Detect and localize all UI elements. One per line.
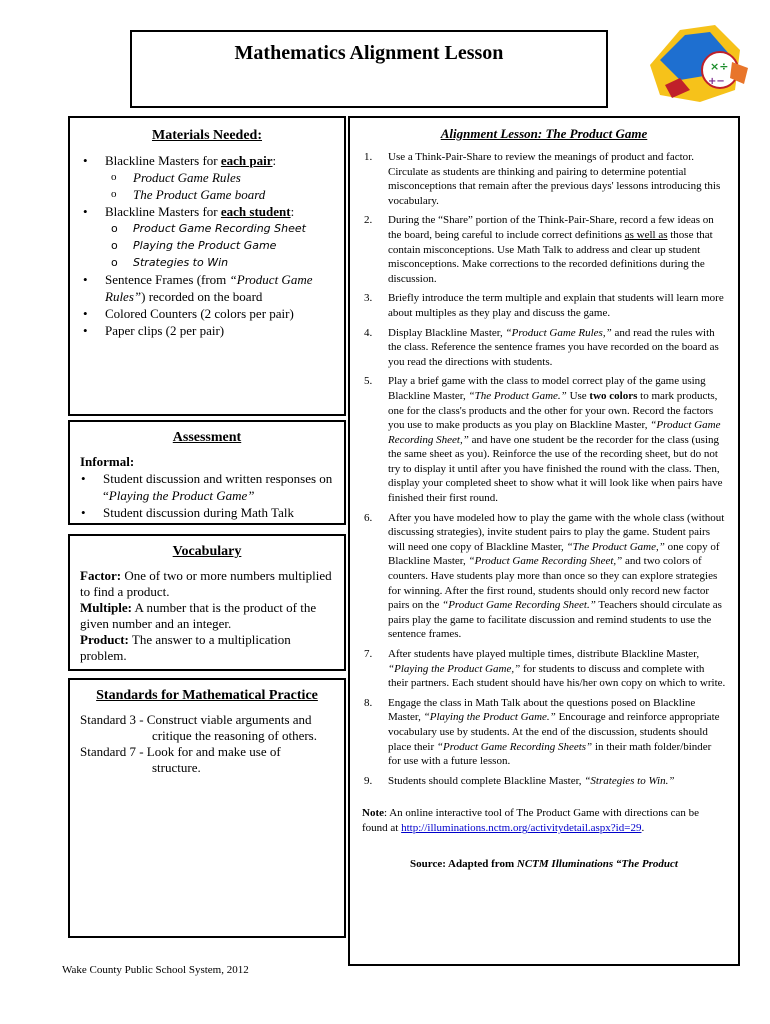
list-item: 1. Use a Think-Pair-Share to review the meanings of product and factor. Circulate as students are thinking and pairing to determine potential misconceptions that remain after the previous days' lessons introducing this vocabulary.: [364, 151, 721, 207]
list-item: o Strategies to Win: [133, 254, 334, 271]
list-item: • Sentence Frames (from “Product Game Rules”) recorded on the board: [105, 271, 334, 305]
list-item: 9. Students should complete Blackline Master, “Strategies to Win.”: [364, 774, 675, 787]
illuminations-link[interactable]: http://illuminations.nctm.org/activitydetail.aspx?id=29: [401, 822, 642, 835]
informal-label: Informal:: [80, 454, 135, 469]
list-item: 5. Play a brief game with the class to model correct play of the game using Blackline Master, “The Product Game.” Use two colors to mark products, one for the class's products and the other for your own. Record the factors you use to make products as you play on Blackline Master, “Product Game Recording Sheet,” and have one student be the recorder for the class (using the same sheet as you). Reinforce the use of the recording sheet, but do not try to display it until after you have finished the round with the class. Then, display your completed sheet to show what it will look like when pairs have finished their first round.: [364, 375, 723, 505]
list-item: o The Product Game board: [133, 186, 334, 203]
list-item: • Student discussion during Math Talk: [103, 504, 334, 521]
list-item: 8. Engage the class in Math Talk about the questions posed on Blackline Master, “Playing the Product Game.” Encourage and reinforce appropriate vocabulary use by students. At the end of the discussion, students should place their “Product Game Recording Sheets” in their math folder/binder for use with a future lesson.: [364, 696, 720, 768]
list-item: • Blackline Masters for each student: o Product Game Recording Sheet o Playing the Product Game o Strategies to Win: [105, 203, 334, 271]
vocab-factor: Factor: One of two or more numbers multiplied to find a product.: [80, 568, 332, 599]
footer-text: Wake County Public School System, 2012: [62, 964, 249, 976]
note-paragraph: Note: An online interactive tool of The Product Game with directions can be found at http://illuminations.nctm.org/activitydetail.aspx?id=29.: [362, 807, 700, 835]
lesson-heading: Alignment Lesson: The Product Game: [440, 126, 648, 141]
list-item: • Paper clips (2 per pair): [105, 322, 334, 339]
assessment-list: [80, 470, 334, 521]
list-item: 2. During the “Share” portion of the Think-Pair-Share, record a few ideas on the board, being careful to include correct definitions as well as those that contain misconceptions. Use Math Talk to address and clear up student misconceptions. Make corrections to the recorded definitions during the discussion.: [364, 214, 714, 285]
lesson-steps: [362, 150, 726, 788]
standards-heading: Standards for Mathematical Practice: [96, 688, 318, 703]
assessment-heading: Assessment: [172, 430, 242, 445]
list-item: • Blackline Masters for each pair: o Product Game Rules o The Product Game board: [105, 152, 334, 203]
assessment-panel: [68, 420, 346, 525]
list-item: o Playing the Product Game: [133, 237, 334, 254]
materials-list: [80, 152, 334, 339]
lesson-panel: [348, 116, 740, 966]
list-item: 7. After students have played multiple times, distribute Blackline Master, “Playing the Product Game,” for students to discuss and complete with their partners. Each student should have his/her own copy on which to write.: [364, 648, 726, 690]
standard-7: Standard 7 - Look for and make use of structure.: [80, 744, 281, 775]
list-item: 4. Display Blackline Master, “Product Game Rules,” and read the rules with the class. Reference the sentence frames you have recorded on the board as you read the directions with students.: [364, 326, 719, 368]
page-title: Mathematics Alignment Lesson: [234, 42, 504, 64]
math-clipart-icon: [640, 20, 750, 105]
standards-panel: [68, 678, 346, 938]
svg-text:×÷: ×÷: [710, 60, 729, 73]
svg-text:+−: +−: [708, 76, 725, 87]
materials-panel: [68, 116, 346, 416]
standard-3: Standard 3 - Construct viable arguments and critique the reasoning of others.: [80, 712, 317, 743]
vocabulary-heading: Vocabulary: [172, 544, 242, 559]
source-line: Source: Adapted from NCTM Illuminations “The Product: [410, 858, 678, 871]
list-item: • Colored Counters (2 colors per pair): [105, 305, 334, 322]
list-item: 3. Briefly introduce the term multiple and explain that students will learn more about multiples as they play and discuss the game.: [364, 292, 724, 319]
list-item: o Product Game Rules: [133, 169, 334, 186]
list-item: 6. After you have modeled how to play the game with the whole class (without discussing strategies), invite student pairs to play the game. Student pairs will need one copy of Blackline Master, “The Product Game,” one copy of Blackline Master, “Product Game Recording Sheet,” and two colors of counters. Have students play more than once so they can explore strategies for winning. After the first round, students should only record new factor pairs on the “Product Game Recording Sheet.” Teachers should circulate as pairs play the game to facilitate discussion and remind students to use the sentence frames.: [364, 511, 725, 641]
title-box: [130, 30, 608, 108]
list-item: o Product Game Recording Sheet: [133, 220, 334, 237]
list-item: • Student discussion and written responses on “Playing the Product Game”: [103, 470, 334, 504]
vocab-product: Product: The answer to a multiplication problem.: [80, 632, 291, 663]
vocab-multiple: Multiple: A number that is the product of the given number and an integer.: [80, 600, 317, 631]
vocabulary-panel: [68, 534, 346, 671]
materials-heading: Materials Needed:: [151, 128, 263, 143]
